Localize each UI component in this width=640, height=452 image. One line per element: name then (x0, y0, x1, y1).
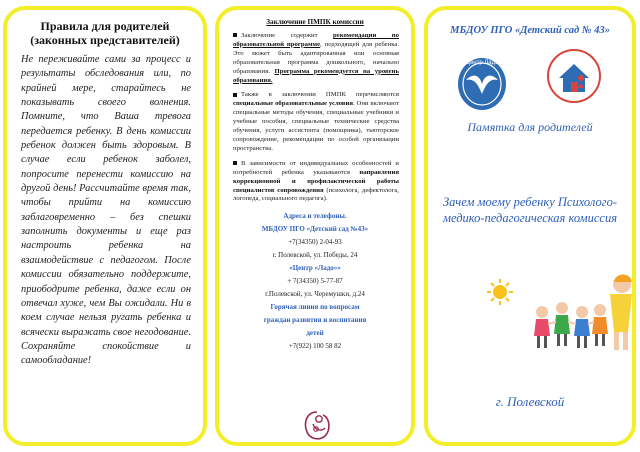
bullet-icon (233, 33, 237, 37)
children-illustration-icon (524, 272, 634, 356)
contacts-block (219, 210, 411, 353)
cover-panel (424, 6, 636, 446)
conclusion-paragraph-2: Также в заключении ПМПК перечисляются специальные образовательные условия. Они включают специальные методы обучения, специальные учебники и учебные пособия, специальные технические средства обучения, услуги ассистента (помощника), тьюторское сопровождение, рекомендации по особой организации пространства. (233, 91, 399, 152)
center-name: «Центр «Ладо»» (289, 264, 341, 273)
kindergarten-name: МБДОУ ПГО «Детский сад №43» (261, 225, 369, 234)
hotline-line-2: граждан развития и воспитания (263, 316, 367, 325)
rules-title: Правила для родителей (законных представителей) (30, 19, 180, 47)
bullet-icon (233, 161, 237, 165)
conclusion-paragraph-1: Заключение содержит рекомендации по образовательной программе, подходящей для ребенка. Это может быть адаптированная или основная образовательная программа дошкольного, начально образования. Программа рекомендуется на уровень образования. (233, 32, 400, 84)
conclusion-paragraph-3: В зависимости от индивидуальных особенностей и потребностей ребенка указываются направления коррекционной и профилактической работы специалистов сопровождения (психолога, дефектолога, логопеда, социального педагога). (233, 159, 399, 203)
mother-child-logo-icon (297, 408, 337, 444)
kindergarten-address: г. Полевской, ул. Победы, 24 (272, 251, 358, 260)
kindergarten-phone: +7(34350) 2-04-93 (288, 238, 342, 247)
bullet-icon (233, 93, 237, 97)
contacts-title: Адреса и телефоны. (283, 212, 347, 221)
center-address: г.Полевской, ул. Черемушки, д.24 (265, 290, 365, 299)
sun-icon (486, 278, 514, 306)
hotline-line-3: детей (306, 329, 324, 338)
kindergarten-house-logo-icon (545, 48, 603, 104)
memo-heading: Памятка для родителей (467, 120, 593, 134)
lado-center-logo-icon (454, 50, 510, 114)
hotline-phone: +7(922) 100 58 82 (288, 342, 342, 351)
cover-title: Зачем моему ребенку Психолого-медико-педагогическая комиссия (442, 195, 618, 225)
conclusion-title: Заключение ПМПК комиссии (266, 18, 364, 26)
hotline-line-1: Горячая линия по вопросам (270, 303, 360, 312)
rules-text: Не переживайте сами за процесс и результаты обследования или, по крайней мере, старайтесь не показывать своего волнения. Помните, что Ваша тревога передается ребенку. В день комиссии ребенок должен быть здоровым. В случае если ребенок заболел, попросите перенести комиссию на другой день! Рассчитайте время так, чтобы прийти на комиссию заблаговременно – без спешки заполнить документы и еще раз настроить ребенка на взаимодействие с педагогом. После комиссии обязательно поддержите, приободрите ребенка, даже если он отвечал хуже, чем Вы ожидали. Ни в коем случае нельзя ругать ребенка и всячески выражать свое негодование. Сохраняйте спокойствие и самообладание! (21, 54, 191, 367)
conclusion-panel (215, 6, 415, 446)
organization-name: МБДОУ ПГО «Детский сад № 43» (450, 25, 610, 36)
center-phone: + 7(34350) 5-77-87 (287, 277, 343, 286)
rules-panel (3, 6, 207, 446)
city-name: г. Полевской (495, 394, 565, 409)
svg-text:Центр Ладо: Центр Ладо (465, 60, 499, 66)
